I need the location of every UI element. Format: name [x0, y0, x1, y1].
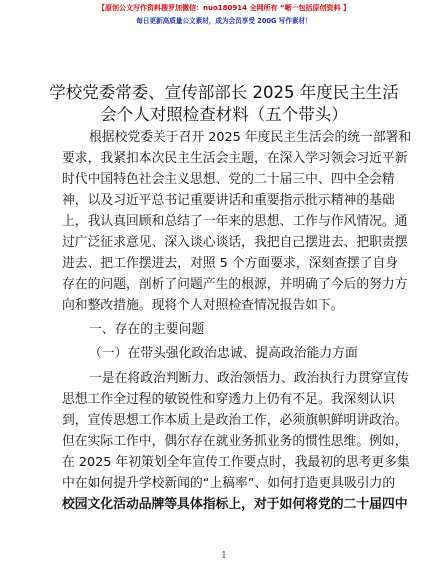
document-title-line-1: 学校党委常委、宣传部部长 2025 年度民主生活: [49, 83, 399, 102]
paragraph-2-line-mixed: [62, 495, 408, 515]
paragraph-1-line: 要求，我紧扣本次民主生活会主题，在深入学习领会习近平新: [62, 151, 408, 166]
promo-banner-line-2: 每日更新高质量公文素材，成为会员享受 200G 写作素材！: [136, 17, 312, 25]
paragraph-2-line: 在 2025 年初策划全年宣传工作要点时，我最初的思考更多集: [62, 455, 410, 470]
paragraph-2-line: 但在实际工作中，偶尔存在就业务抓业务的惯性思维。例如，: [62, 434, 408, 449]
page-number: 1: [221, 551, 227, 561]
paragraph-1-line: 根据校党委关于召开 2025 年度民主生活会的统一部署和: [89, 130, 412, 145]
promo-banner-line-1: 【原创公文写作资料搜罗加微信：nuo180914 全网所有 “晰一包括原创资料 】: [98, 4, 350, 12]
paragraph-1-line: 向和整改措施。现将个人对照检查情况报告如下。: [62, 298, 344, 313]
paragraph-2-line: 一是在将政治判断力、政治领悟力、政治执行力贯穿宣传: [89, 371, 409, 386]
paragraph-2-bold-span-1: 校园文化活动品牌等具体指标上，: [62, 497, 254, 512]
paragraph-2-bold-span-2: 对于如何将党的二十届四中: [253, 497, 408, 512]
paragraph-2-line: 思想工作全过程的敏锐性和穿透力上仍有不足。我深刻认识: [62, 392, 395, 407]
section-heading: 一、存在的主要问题: [89, 322, 205, 337]
paragraph-1-line: 上，我认真回顾和总结了一年来的思想、工作与作风情况。通: [62, 214, 408, 229]
paragraph-1-line: 过广泛征求意见、深入谈心谈话，我把自己摆进去、把职责摆: [62, 235, 408, 250]
document-title-line-2: 会个人对照检查材料（五个带头）: [100, 105, 348, 124]
paragraph-1-line: 进去、把工作摆进去，对照 5 个方面要求，深刻查摆了自身: [62, 256, 399, 271]
paragraph-2-line: 到，宣传思想工作本质上是政治工作，必须旗帜鲜明讲政治。: [62, 413, 408, 428]
paragraph-2-line: 中在如何提升学校新闻的“上稿率”、如何打造更具吸引力的: [62, 476, 396, 491]
paragraph-1-line: 时代中国特色社会主义思想、党的二十届三中、四中全会精: [62, 172, 395, 187]
paragraph-1-line: 存在的问题，剖析了问题产生的根源，并明确了今后的努力方: [62, 277, 408, 292]
paragraph-1-line: 神，以及习近平总书记重要讲话和重要指示批示精神的基础: [62, 193, 395, 208]
subsection-heading: （一）在带头强化政治忠诚、提高政治能力方面: [89, 346, 358, 361]
